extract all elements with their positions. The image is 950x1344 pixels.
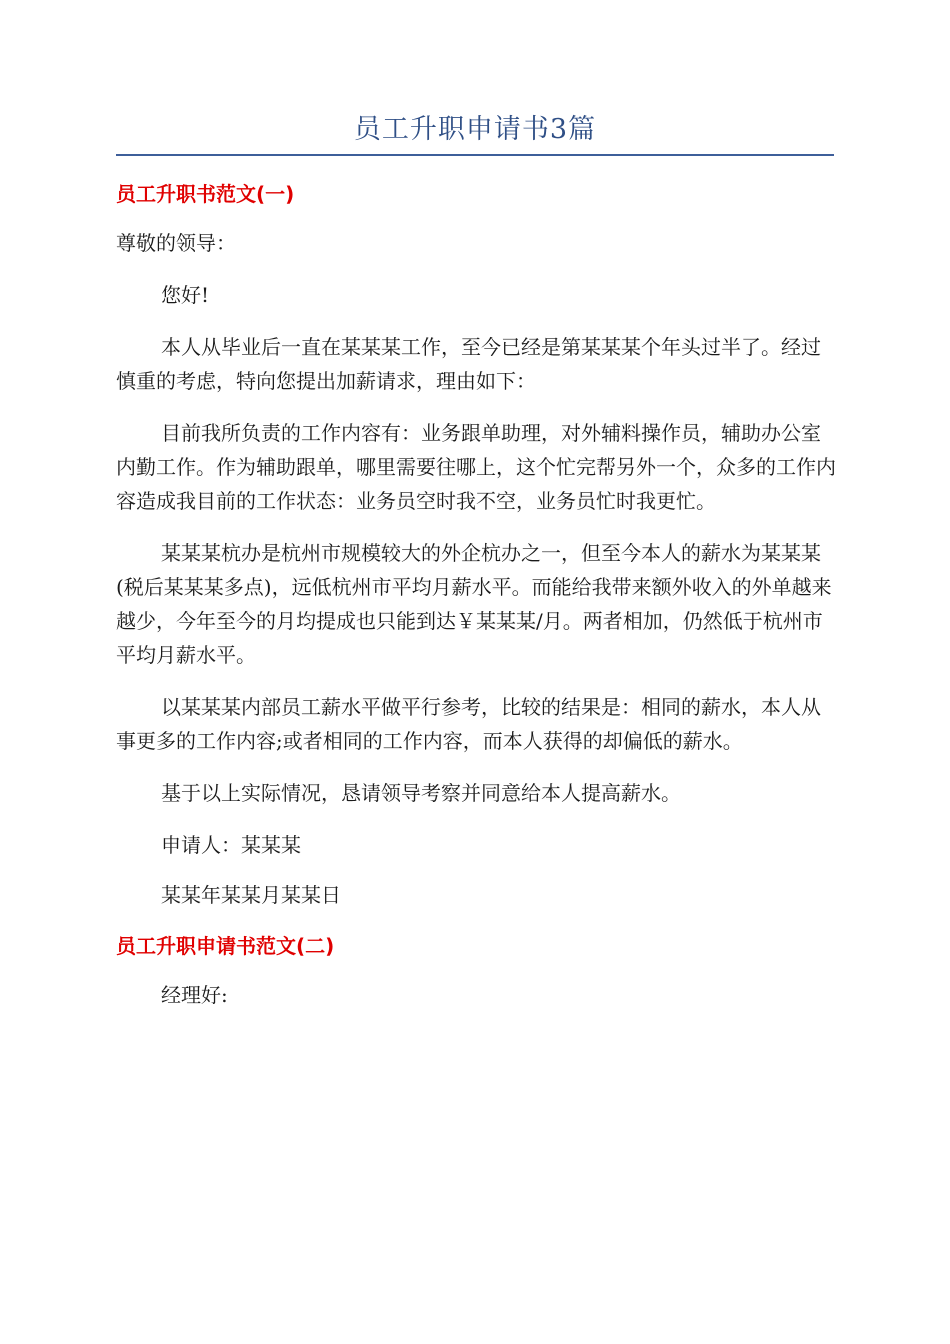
document-body — [116, 176, 836, 1030]
greeting: 您好! — [161, 283, 210, 307]
document-title: 员工升职申请书3篇 — [353, 114, 597, 145]
section-heading-2: 员工升职申请书范文(二) — [116, 934, 335, 958]
applicant-line: 申请人：某某某 — [161, 833, 301, 857]
body-paragraph-3: 某某某杭办是杭州市规模较大的外企杭办之一，但至今本人的薪水为某某某(税后某某某多点)，远低杭州市平均月薪水平。而能给我带来额外收入的外单越来越少，今年至今的月均提成也只能到达￥某某某/月。两者相加，仍然低于杭州市平均月薪水平。 — [116, 541, 832, 667]
body-paragraph-1: 本人从毕业后一直在某某某工作，至今已经是第某某某个年头过半了。经过慎重的考虑，特向您提出加薪请求，理由如下： — [116, 335, 821, 393]
body-paragraph-2: 目前我所负责的工作内容有：业务跟单助理，对外辅料操作员，辅助办公室内勤工作。作为辅助跟单，哪里需要往哪上，这个忙完帮另外一个，众多的工作内容造成我目前的工作状态：业务员空时我不空，业务员忙时我更忙。 — [116, 421, 836, 513]
body-paragraph-4: 以某某某内部员工薪水平做平行参考，比较的结果是：相同的薪水，本人从事更多的工作内容;或者相同的工作内容，而本人获得的却偏低的薪水。 — [116, 695, 821, 753]
body-paragraph-5: 基于以上实际情况，恳请领导考察并同意给本人提高薪水。 — [161, 781, 681, 805]
salutation: 尊敬的领导： — [116, 231, 236, 255]
title-underline — [116, 154, 834, 156]
greeting-2: 经理好: — [161, 983, 228, 1007]
section-heading-1: 员工升职书范文(一) — [116, 182, 295, 206]
date-line: 某某年某某月某某日 — [161, 883, 341, 907]
